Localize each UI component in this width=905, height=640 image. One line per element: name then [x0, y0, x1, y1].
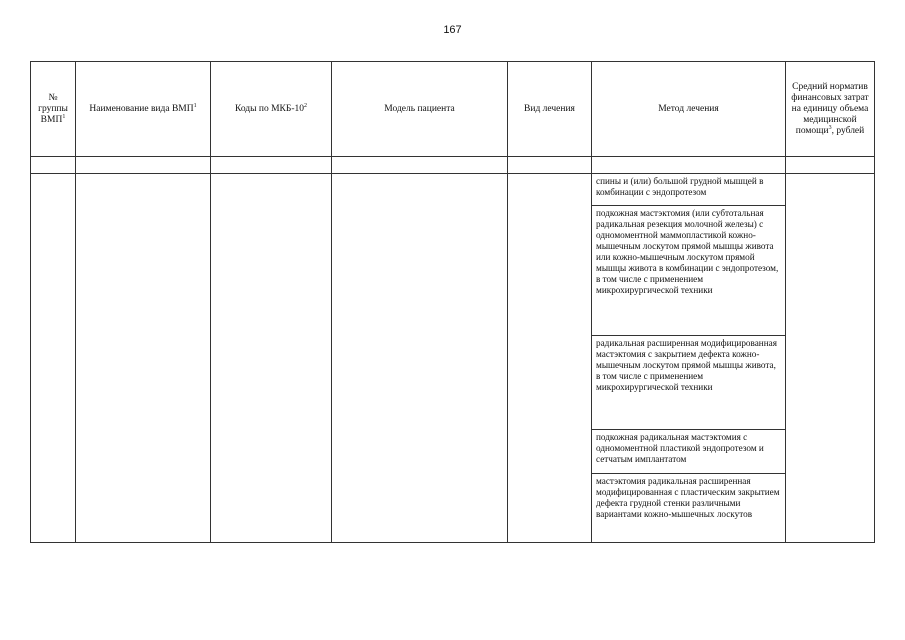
method-item: радикальная расширенная модифицированная мастэктомия с закрытием дефекта кожно-мышечным лоскутом прямой мышцы живота, в том числе с применением микрохирургической техники — [592, 336, 785, 430]
body-average-cost-cell — [785, 173, 875, 543]
header-vmp-name: Наименование вида ВМП$^1$ — [75, 61, 211, 157]
method-item: мастэктомия радикальная расширенная модифицированная с пластическим закрытием дефекта грудной стенки различными вариантами кожно-мышечных лоскутов — [596, 476, 780, 519]
body-group-no-cell — [30, 173, 76, 543]
body-icd-codes-cell — [210, 173, 332, 543]
index-row-cell-7 — [785, 156, 875, 174]
body-treatment-type-cell — [507, 173, 592, 543]
method-item: подкожная мастэктомия (или субтотальная радикальная резекция молочной железы) с одномоментной маммопластикой кожно-мышечным лоскутом прямой мышцы живота или кожно-мышечным лоскутом прямой мышцы живота в комбинации с эндопротезом, в том числе с применением микрохирургической техники — [592, 206, 785, 336]
index-row-cell-4 — [331, 156, 508, 174]
treatment-methods-cell — [591, 173, 786, 543]
method-item: спины и (или) большой грудной мышцей в комбинации с эндопротезом — [592, 174, 785, 206]
header-treatment-type: Вид лечения — [507, 61, 592, 157]
body-vmp-name-cell — [75, 173, 211, 543]
header-treatment-method: Метод лечения — [591, 61, 786, 157]
method-item: подкожная радикальная мастэктомия с одномоментной пластикой эндопротезом и сетчатым имплантатом — [592, 430, 785, 474]
index-row-cell-5 — [507, 156, 592, 174]
index-row-cell-1 — [30, 156, 76, 174]
page-number: 167 — [443, 24, 462, 36]
index-row-cell-2 — [75, 156, 211, 174]
body-patient-model-cell — [331, 173, 508, 543]
index-row-cell-6 — [591, 156, 786, 174]
header-group-no: № группы ВМП$^1$ — [30, 61, 76, 157]
index-row-cell-3 — [210, 156, 332, 174]
header-average-cost: Средний норматив финансовых затрат на единицу объема медицинской помощи$^3$, рублей — [785, 61, 875, 157]
header-icd-codes: Коды по МКБ-$10^2$ — [210, 61, 332, 157]
header-patient-model: Модель пациента — [331, 61, 508, 157]
